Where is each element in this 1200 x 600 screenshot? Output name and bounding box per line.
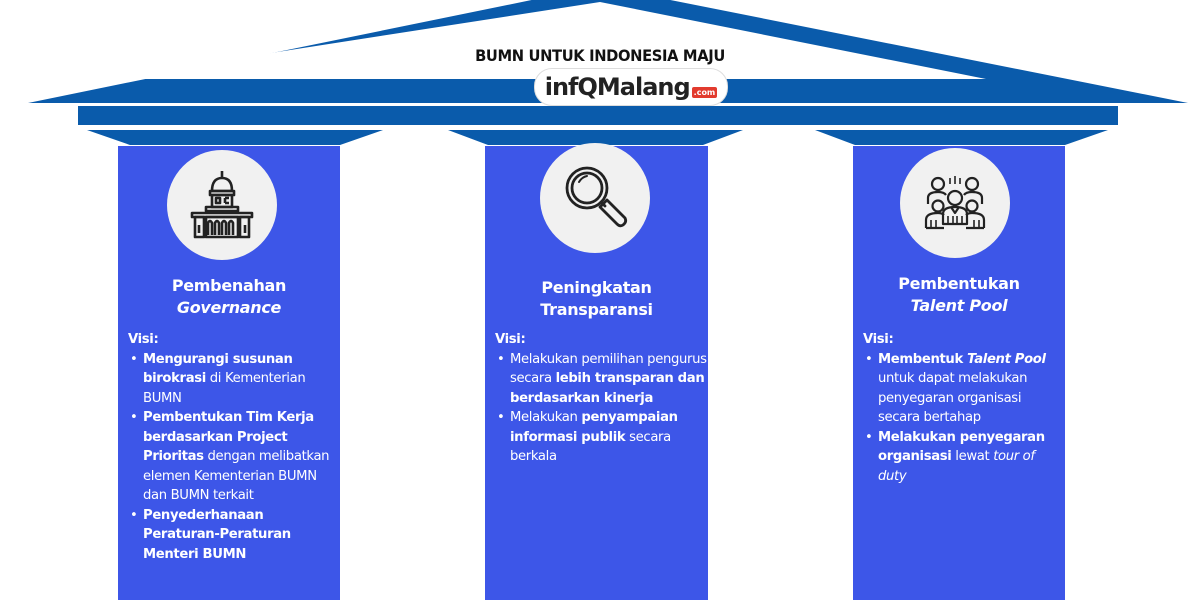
pillar-title-line2: Governance xyxy=(176,298,282,317)
text-bold: penyampaian informasi publik xyxy=(510,410,678,445)
text-normal: dengan melibatkan elemen Kementerian BUMN dan BUMN terkait xyxy=(143,449,330,503)
pillar-title-line2: Transparansi xyxy=(540,300,653,319)
pillar-title xyxy=(118,275,340,319)
architrave-beam xyxy=(78,106,1118,125)
visi-label: Visi: xyxy=(863,332,894,347)
logo-text-q: Q xyxy=(577,73,597,101)
capital-left xyxy=(87,130,383,145)
government-building-icon xyxy=(182,165,262,245)
icon-circle xyxy=(540,143,650,253)
visi-block xyxy=(128,330,340,564)
pillar-title-line1: Pembentukan xyxy=(898,274,1020,293)
text-bold: Penyederhanaan Peraturan-Peraturan Menteri BUMN xyxy=(143,507,291,562)
text-bold: Pembentukan Tim Kerja berdasarkan Project Prioritas xyxy=(143,410,314,464)
text-normal: untuk dapat melakukan penyegaran organisasi secara bertahap xyxy=(878,371,1028,425)
logo-badge: .com xyxy=(693,87,716,97)
pillar-title-line1: Pembenahan xyxy=(171,276,287,295)
list-item xyxy=(495,350,708,409)
logo-text-suffix: Malang xyxy=(596,73,690,101)
list-item xyxy=(128,408,340,506)
logo-text-prefix: inf xyxy=(544,73,578,101)
people-group-icon xyxy=(920,168,990,238)
list-item xyxy=(128,350,340,409)
list-item xyxy=(863,428,1065,487)
visi-label: Visi: xyxy=(495,332,526,347)
text-bold: Melakukan penyegaran organisasi xyxy=(878,429,1045,464)
visi-label: Visi: xyxy=(128,332,159,347)
text-italic: tour of duty xyxy=(878,449,1035,484)
text-bold: lebih transparan dan berdasarkan kinerja xyxy=(510,371,705,406)
text-bold: Membentuk xyxy=(878,351,968,367)
pillar-talent-pool xyxy=(853,146,1065,600)
capital-right xyxy=(815,130,1108,145)
infomalang-logo xyxy=(534,68,728,106)
text-bold: Mengurangi susunan birokrasi xyxy=(143,351,293,386)
page-title: BUMN UNTUK INDONESIA MAJU xyxy=(475,46,725,65)
pillar-governance xyxy=(118,146,340,600)
pillar-title-line1: Peningkatan xyxy=(541,278,652,297)
icon-circle xyxy=(167,150,277,260)
icon-circle xyxy=(900,148,1010,258)
list-item xyxy=(128,506,340,565)
visi-list xyxy=(128,350,340,565)
text-normal: Melakukan xyxy=(510,410,582,425)
text-normal: secara berkala xyxy=(510,429,671,464)
text-bold-italic: Talent Pool xyxy=(967,351,1046,367)
visi-list xyxy=(495,350,708,467)
pillar-title-line2: Talent Pool xyxy=(910,296,1008,315)
visi-list xyxy=(863,350,1065,487)
list-item xyxy=(495,408,708,467)
text-normal: lewat xyxy=(951,449,994,464)
text-normal: Melakukan pemilihan pengurus secara xyxy=(510,351,707,386)
list-item xyxy=(863,350,1065,428)
pillar-title xyxy=(853,273,1065,317)
pillar-title xyxy=(485,277,708,321)
magnifying-glass-icon xyxy=(555,158,635,238)
visi-block xyxy=(863,330,1065,486)
pillar-transparansi xyxy=(485,146,708,600)
visi-block xyxy=(495,330,708,467)
text-normal: di Kementerian BUMN xyxy=(143,371,306,406)
